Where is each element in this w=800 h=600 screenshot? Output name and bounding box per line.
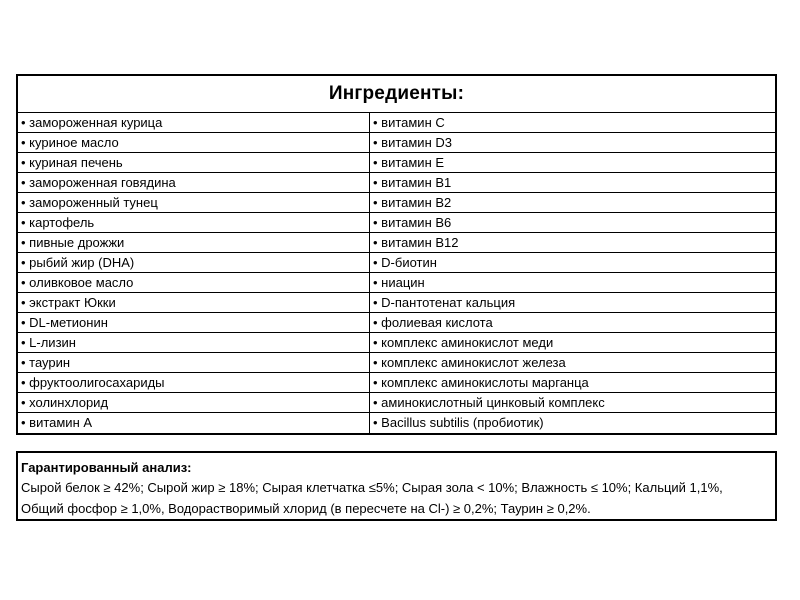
ingredient-left-cell: • куриное масло bbox=[18, 133, 370, 152]
ingredient-left-cell: • замороженная курица bbox=[18, 113, 370, 132]
ingredients-row bbox=[18, 173, 775, 193]
analysis-title: Гарантированный анализ: bbox=[21, 460, 192, 475]
ingredient-right-cell: • D-биотин bbox=[373, 255, 437, 270]
ingredient-right-cell: • витамин B1 bbox=[373, 175, 452, 190]
ingredients-row bbox=[18, 373, 775, 393]
ingredient-right-cell: • витамин C bbox=[373, 115, 445, 130]
ingredient-right-cell: • Bacillus subtilis (пробиотик) bbox=[373, 415, 544, 430]
ingredients-row bbox=[18, 313, 775, 333]
analysis-line-1: Сырой белок ≥ 42%; Сырой жир ≥ 18%; Сырая клетчатка ≤5%; Сырая зола < 10%; Влажность ≤ 10%; Кальций 1,1%, bbox=[21, 480, 723, 495]
ingredients-row bbox=[18, 133, 775, 153]
ingredient-right-cell: • ниацин bbox=[373, 275, 425, 290]
ingredient-left-cell: • рыбий жир (DHA) bbox=[18, 253, 370, 272]
ingredients-row bbox=[18, 273, 775, 293]
ingredients-row bbox=[18, 153, 775, 173]
ingredient-left-cell: • фруктоолигосахариды bbox=[18, 373, 370, 392]
ingredient-left-cell: • замороженная говядина bbox=[18, 173, 370, 192]
ingredient-left-cell: • пивные дрожжи bbox=[18, 233, 370, 252]
ingredients-row bbox=[18, 293, 775, 313]
ingredients-row bbox=[18, 393, 775, 413]
analysis-line-2: Общий фосфор ≥ 1,0%, Водорастворимый хлорид (в пересчете на Cl-) ≥ 0,2%; Таурин ≥ 0,2%. bbox=[21, 501, 591, 516]
ingredient-left-cell: • L-лизин bbox=[18, 333, 370, 352]
ingredients-row bbox=[18, 413, 775, 433]
ingredients-row bbox=[18, 113, 775, 133]
ingredients-title: Ингредиенты: bbox=[18, 76, 775, 113]
ingredient-left-cell: • холинхлорид bbox=[18, 393, 370, 412]
ingredients-row bbox=[18, 333, 775, 353]
ingredients-row bbox=[18, 213, 775, 233]
ingredient-right-cell: • комплекс аминокислот железа bbox=[373, 355, 566, 370]
ingredient-right-cell: • витамин E bbox=[373, 155, 445, 170]
ingredient-right-cell: • витамин B2 bbox=[373, 195, 452, 210]
ingredient-left-cell: • картофель bbox=[18, 213, 370, 232]
ingredient-left-cell: • замороженный тунец bbox=[18, 193, 370, 212]
ingredients-row bbox=[18, 193, 775, 213]
ingredients-table bbox=[16, 74, 777, 435]
ingredient-left-cell: • оливковое масло bbox=[18, 273, 370, 292]
ingredient-left-cell: • витамин А bbox=[18, 413, 370, 433]
ingredient-left-cell: • DL-метионин bbox=[18, 313, 370, 332]
ingredients-row bbox=[18, 253, 775, 273]
ingredient-right-cell: • комплекс аминокислоты марганца bbox=[373, 375, 589, 390]
ingredient-right-cell: • витамин D3 bbox=[373, 135, 452, 150]
ingredients-rows bbox=[18, 113, 775, 433]
guaranteed-analysis-box bbox=[16, 451, 777, 521]
ingredient-left-cell: • экстракт Юкки bbox=[18, 293, 370, 312]
ingredients-row bbox=[18, 233, 775, 253]
ingredients-row bbox=[18, 353, 775, 373]
ingredient-left-cell: • таурин bbox=[18, 353, 370, 372]
ingredient-right-cell: • комплекс аминокислот меди bbox=[373, 335, 554, 350]
ingredient-right-cell: • витамин B6 bbox=[373, 215, 452, 230]
ingredient-right-cell: • витамин B12 bbox=[373, 235, 459, 250]
ingredient-right-cell: • фолиевая кислота bbox=[373, 315, 493, 330]
ingredient-left-cell: • куриная печень bbox=[18, 153, 370, 172]
ingredient-right-cell: • D-пантотенат кальция bbox=[373, 295, 516, 310]
ingredient-right-cell: • аминокислотный цинковый комплекс bbox=[373, 395, 605, 410]
